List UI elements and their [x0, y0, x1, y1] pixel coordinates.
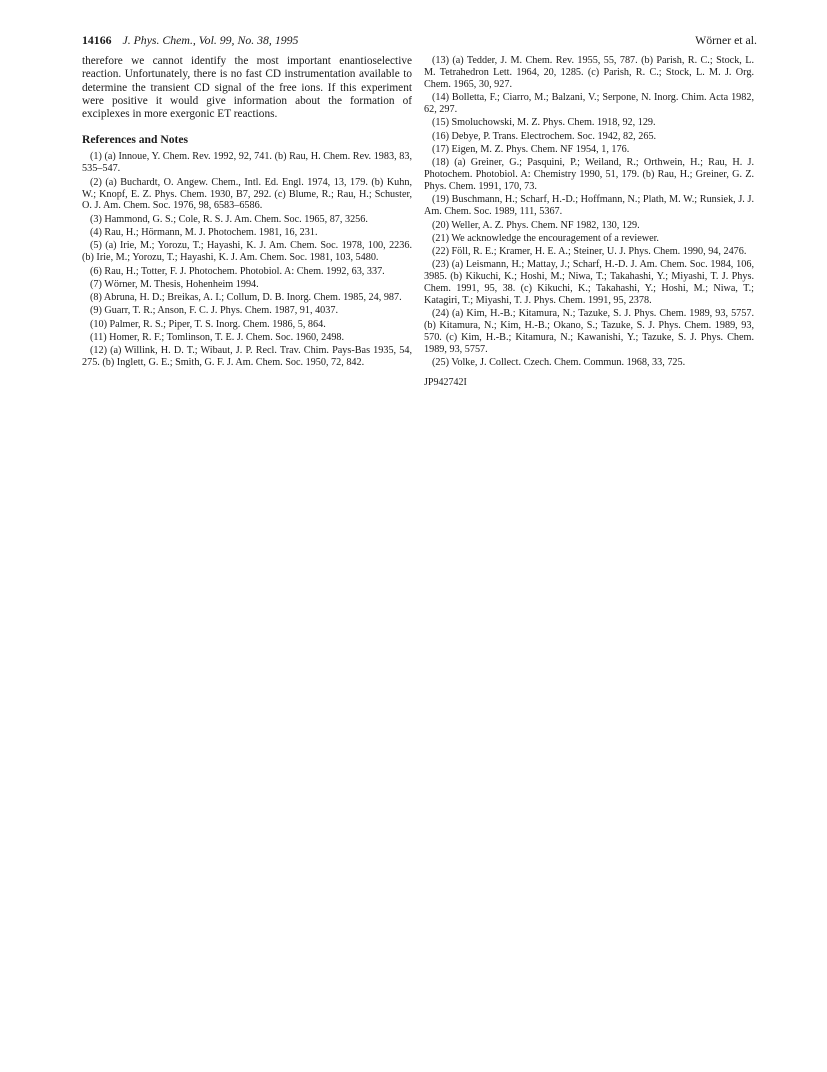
- left-column: [82, 55, 412, 370]
- reference-item: (11) Homer, R. F.; Tomlinson, T. E. J. Chem. Soc. 1960, 2498.: [90, 331, 345, 343]
- reference-item: (13) (a) Tedder, J. M. Chem. Rev. 1955, 55, 787. (b) Parish, R. C.; Stock, L. M. Tetrahedron Lett. 1964, 20, 1285. (c) Parish, R. C.; Stock, L. M. J. Org. Chem. 1965, 30, 927.: [424, 55, 754, 90]
- reference-item: (16) Debye, P. Trans. Electrochem. Soc. 1942, 82, 265.: [432, 130, 657, 142]
- reference-item: (9) Guarr, T. R.; Anson, F. C. J. Phys. Chem. 1987, 91, 4037.: [90, 305, 338, 317]
- running-authors: Wörner et al.: [695, 33, 757, 47]
- reference-item: (3) Hammond, G. S.; Cole, R. S. J. Am. Chem. Soc. 1965, 87, 3256.: [90, 213, 368, 225]
- reference-item: (25) Volke, J. Collect. Czech. Chem. Commun. 1968, 33, 725.: [432, 357, 686, 369]
- reference-item: (2) (a) Buchardt, O. Angew. Chem., Intl. Ed. Engl. 1974, 13, 179. (b) Kuhn, W.; Knopf, E. Z. Phys. Chem. 1930, B7, 292. (c) Blume, R.; Rau, H.; Schuster, O. J. Am. Chem. Soc. 1976, 98, 6583–6586.: [82, 176, 412, 212]
- reference-item: (1) (a) Innoue, Y. Chem. Rev. 1992, 92, 741. (b) Rau, H. Chem. Rev. 1983, 83, 535–547.: [82, 151, 412, 175]
- reference-item: (4) Rau, H.; Hörmann, M. J. Photochem. 1981, 16, 231.: [90, 227, 318, 238]
- references-list-right: [424, 55, 754, 369]
- reference-item: (14) Bolletta, F.; Ciarro, M.; Balzani, V.; Serpone, N. Inorg. Chim. Acta 1982, 62, 297.: [424, 92, 754, 116]
- intro-paragraph: therefore we cannot identify the most important enantioselective reaction. Unfortunately, there is no fast CD instrumentation available to determine the transient CD signal of the free ions. If this experiment were positive it would give information about the formation of exciplexes in more exergonic ET reactions.: [82, 55, 412, 121]
- reference-item: (18) (a) Greiner, G.; Pasquini, P.; Weiland, R.; Orthwein, H.; Rau, H. J. Photochem. Photobiol. A: Chemistry 1990, 51, 179. (b) Rau, H.; Greiner, G. Z. Phys. Chem. 1991, 170, 73.: [424, 157, 754, 193]
- reference-item: (10) Palmer, R. S.; Piper, T. S. Inorg. Chem. 1986, 5, 864.: [90, 318, 326, 330]
- references-list-left: [82, 151, 412, 369]
- reference-item: (7) Wörner, M. Thesis, Hohenheim 1994.: [90, 278, 259, 290]
- reference-item: (15) Smoluchowski, M. Z. Phys. Chem. 1918, 92, 129.: [432, 117, 656, 129]
- reference-item: (17) Eigen, M. Z. Phys. Chem. NF 1954, 1, 176.: [432, 143, 630, 155]
- reference-item: (8) Abruna, H. D.; Breikas, A. I.; Collum, D. B. Inorg. Chem. 1985, 24, 987.: [90, 292, 402, 304]
- reference-item: (19) Buschmann, H.; Scharf, H.-D.; Hoffmann, N.; Plath, M. W.; Runsiek, J. J. Am. Chem. Soc. 1989, 111, 5367.: [424, 194, 754, 218]
- running-header: [82, 33, 757, 49]
- reference-item: (23) (a) Leismann, H.; Mattay, J.; Scharf, H.-D. J. Am. Chem. Soc. 1984, 106, 3985. (b) Kikuchi, K.; Hoshi, M.; Niwa, T.; Takahashi, Y.; Miyashi, T. J. Phys. Chem. 1991, 95, 38. (c) Kikuchi, K.; Takahashi, Y.; Hoshi, M.; Niwa, T.; Katagiri, T.; Miyashi, T. J. Phys. Chem. 1991, 95, 2378.: [424, 259, 754, 307]
- reference-item: (22) Föll, R. E.; Kramer, H. E. A.; Steiner, U. J. Phys. Chem. 1990, 94, 2476.: [432, 246, 747, 258]
- reference-item: (24) (a) Kim, H.-B.; Kitamura, N.; Tazuke, S. J. Phys. Chem. 1989, 93, 5757. (b) Kitamura, N.; Kim, H.-B.; Okano, S.; Tazuke, S. J. Phys. Chem. 1989, 93, 570. (c) Kim, H.-B.; Kitamura, N.; Kawanishi, Y.; Tazuke, S. J. Phys. Chem. 1989, 93, 5757.: [424, 308, 754, 356]
- reference-item: (20) Weller, A. Z. Phys. Chem. NF 1982, 130, 129.: [432, 219, 640, 231]
- journal-citation: J. Phys. Chem., Vol. 99, No. 38, 1995: [122, 33, 299, 47]
- reference-item: (21) We acknowledge the encouragement of a reviewer.: [432, 232, 659, 244]
- page-number: 14166: [82, 33, 112, 47]
- reference-item: (5) (a) Irie, M.; Yorozu, T.; Hayashi, K. J. Am. Chem. Soc. 1978, 100, 2236. (b) Irie, M.; Yorozu, T.; Hayashi, K. J. Am. Chem. Soc. 1981, 103, 5480.: [82, 240, 412, 264]
- reference-item: (6) Rau, H.; Totter, F. J. Photochem. Photobiol. A: Chem. 1992, 63, 337.: [90, 265, 385, 277]
- right-column: [424, 55, 754, 389]
- references-heading: References and Notes: [82, 133, 189, 147]
- reference-item: (12) (a) Willink, H. D. T.; Wibaut, J. P. Recl. Trav. Chim. Pays-Bas 1935, 54, 275. (b) Inglett, G. E.; Smith, G. F. J. Am. Chem. Soc. 1950, 72, 842.: [82, 345, 412, 369]
- document-code: JP942742I: [424, 377, 467, 389]
